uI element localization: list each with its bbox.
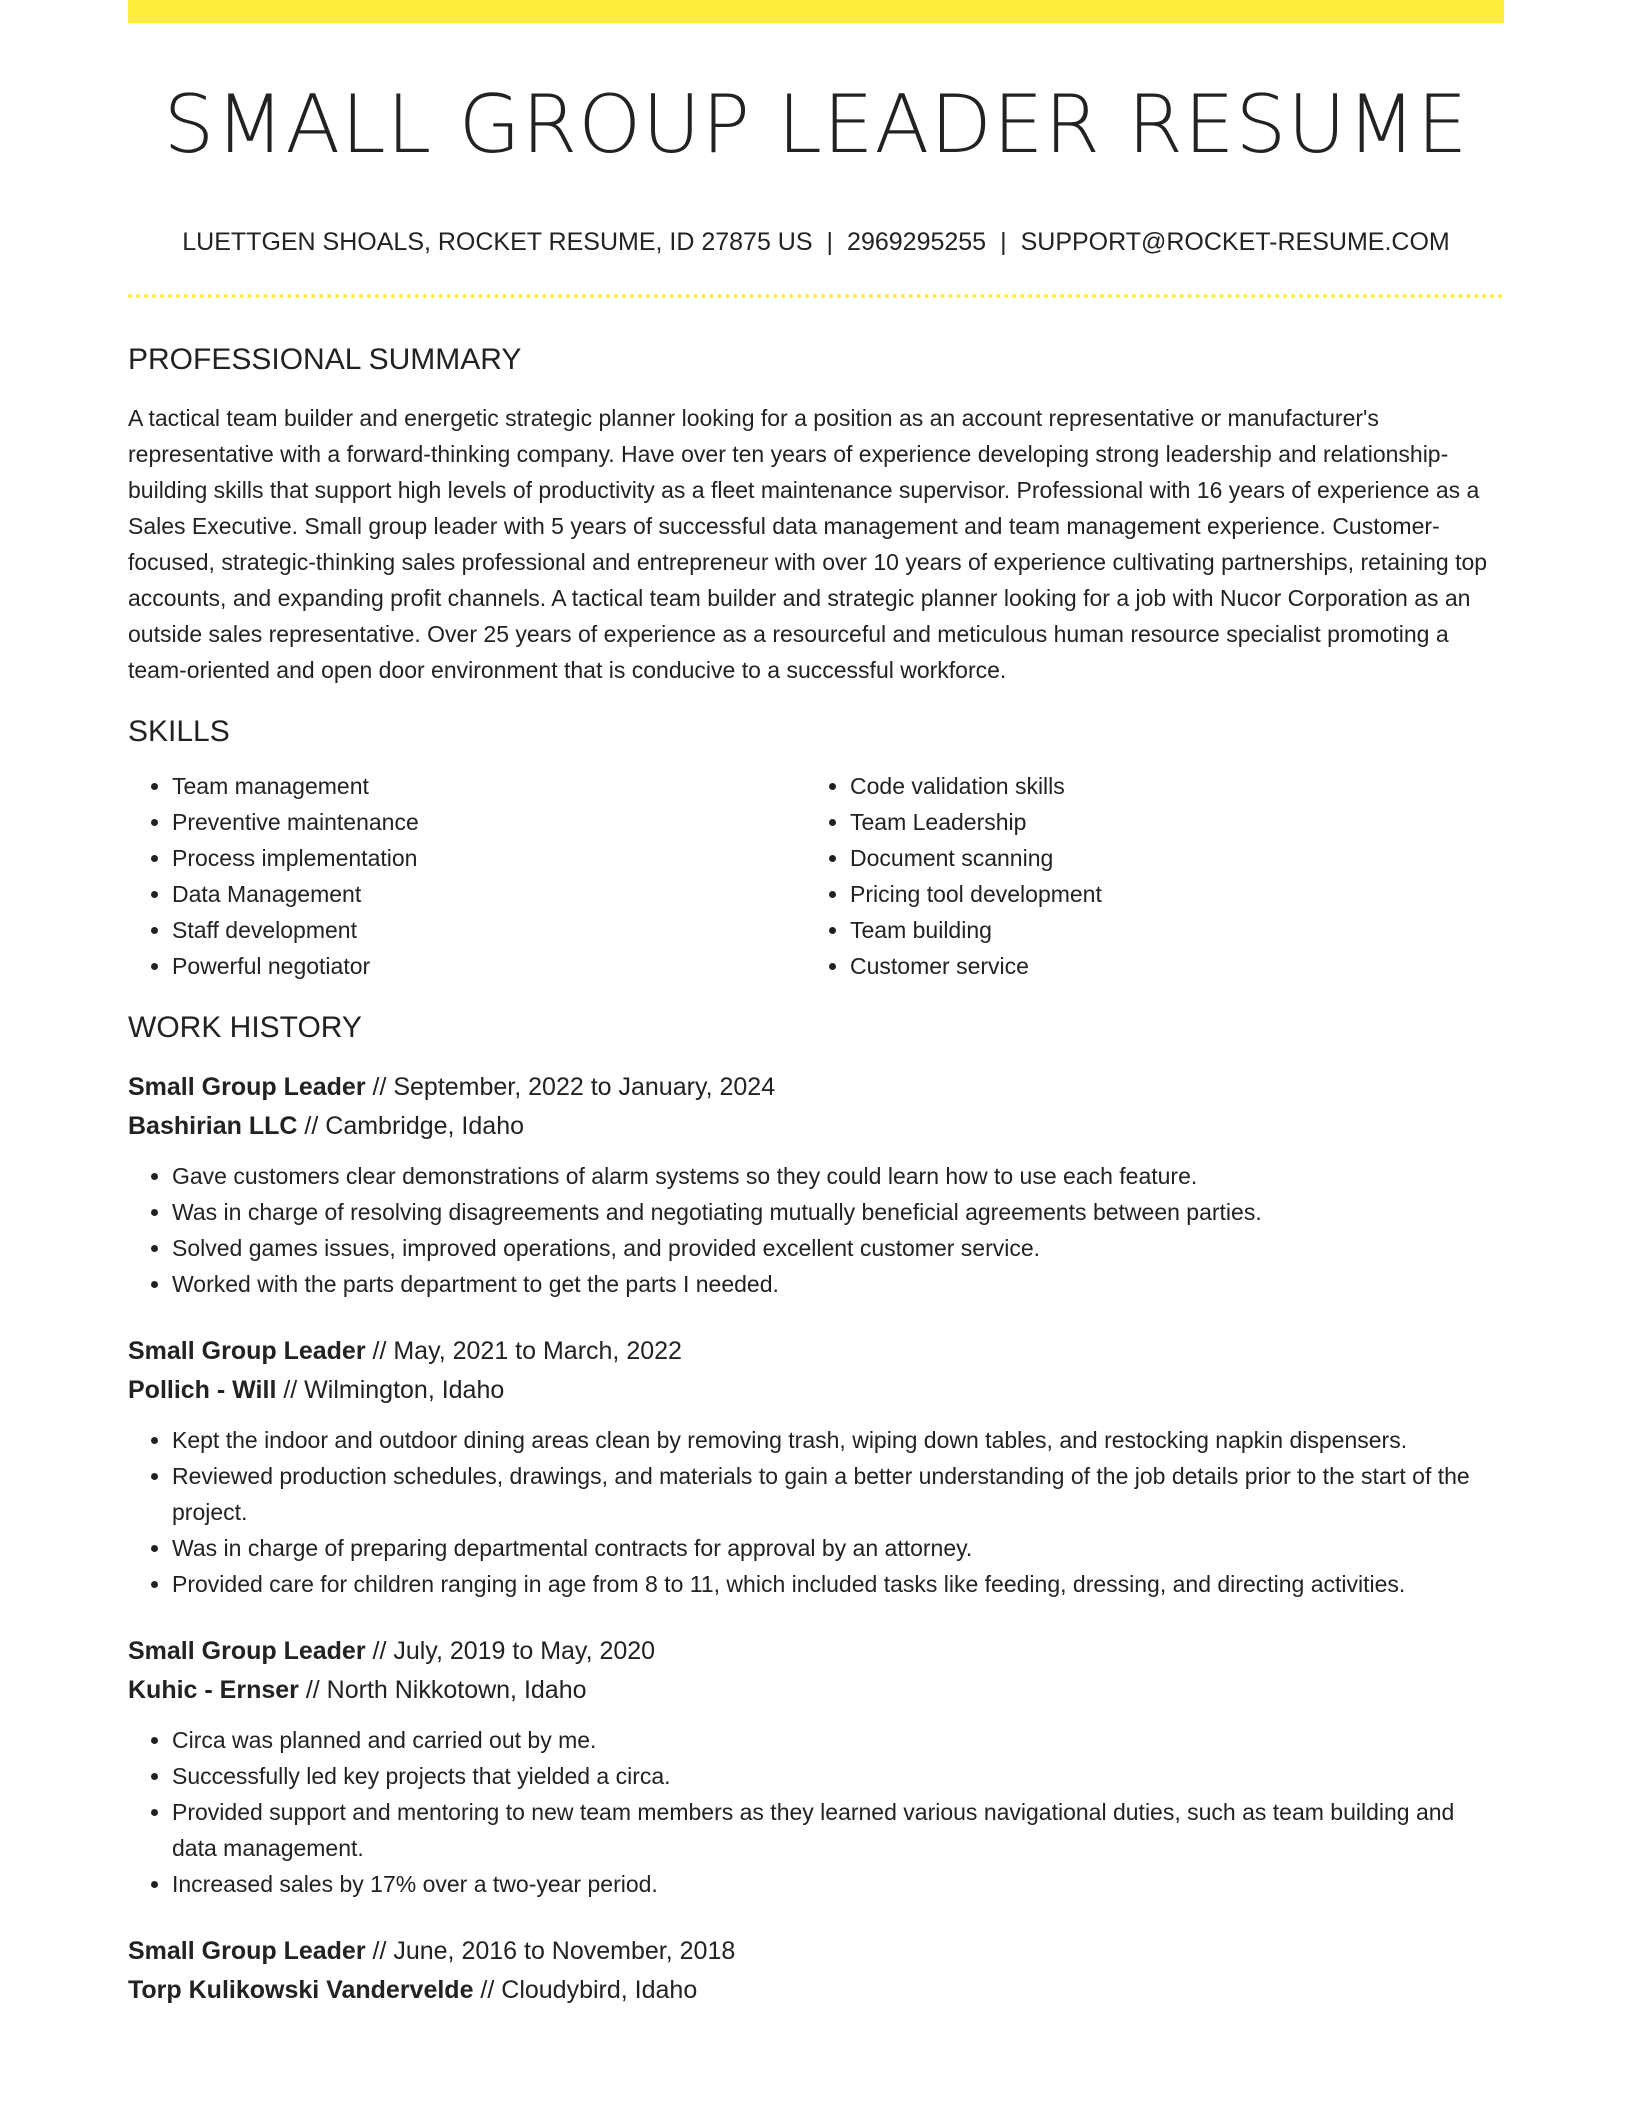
resume-page — [128, 0, 1504, 2010]
job-dates: // May, 2021 to March, 2022 — [365, 1337, 682, 1365]
contact-separator: | — [826, 228, 834, 256]
skill-item: • Powerful negotiator — [172, 948, 806, 984]
job-company-line — [128, 1371, 1504, 1410]
job-location: // North Nikkotown, Idaho — [298, 1676, 587, 1704]
job-title: Small Group Leader — [128, 1637, 366, 1665]
job-entry — [128, 1068, 1504, 1302]
job-bullets — [128, 1422, 1504, 1602]
skills-heading: SKILLS — [128, 715, 230, 748]
job-bullets — [128, 1722, 1504, 1902]
job-company: Pollich - Will — [128, 1376, 277, 1404]
job-bullet: • Circa was planned and carried out by me. — [172, 1722, 1504, 1758]
job-company: Bashirian LLC — [128, 1112, 298, 1140]
job-dates: // July, 2019 to May, 2020 — [365, 1637, 656, 1665]
job-bullet: • Gave customers clear demonstrations of alarm systems so they could learn how to use each feature. — [172, 1158, 1504, 1194]
job-company-line — [128, 1971, 1504, 2010]
job-title: Small Group Leader — [128, 1073, 366, 1101]
job-bullet: • Was in charge of preparing departmental contracts for approval by an attorney. — [172, 1530, 1504, 1566]
skill-item: • Document scanning — [850, 840, 1484, 876]
job-company: Torp Kulikowski Vandervelde — [128, 1976, 474, 2004]
contact-address: LUETTGEN SHOALS, ROCKET RESUME, ID 27875 US — [182, 228, 813, 256]
job-bullet: • Increased sales by 17% over a two-year period. — [172, 1866, 1504, 1902]
skill-item: • Staff development — [172, 912, 806, 948]
job-bullets — [128, 1158, 1504, 1302]
skill-item: • Code validation skills — [850, 768, 1484, 804]
job-bullet: • Kept the indoor and outdoor dining areas clean by removing trash, wiping down tables, and restocking napkin dispensers. — [172, 1422, 1504, 1458]
job-bullet: • Was in charge of resolving disagreements and negotiating mutually beneficial agreements between parties. — [172, 1194, 1504, 1230]
skill-item: • Process implementation — [172, 840, 806, 876]
summary-text: A tactical team builder and energetic strategic planner looking for a position as an account representative or manufacturer's representative with a forward-thinking company. Have over ten years of experience developing strong leadership and relationship-building skills that support high levels of productivity as a fleet maintenance supervisor. Professional with 16 years of experience as a Sales Executive. Small group leader with 5 years of successful data management and team management experience. Customer-focused, strategic-thinking sales professional and entrepreneur with over 10 years of experience cultivating partnerships, retaining top accounts, and expanding profit channels. A tactical team builder and strategic planner looking for a job with Nucor Corporation as an outside sales representative. Over 25 years of experience as a resourceful and meticulous human resource specialist promoting a team-oriented and open door environment that is conducive to a successful workforce. — [128, 405, 1488, 683]
job-company: Kuhic - Ernser — [128, 1676, 299, 1704]
skill-item: • Data Management — [172, 876, 806, 912]
skills-column-left — [128, 768, 806, 984]
job-entry — [128, 1632, 1504, 1902]
skills-column-right — [806, 768, 1484, 984]
contact-email: SUPPORT@ROCKET-RESUME.COM — [1020, 228, 1450, 256]
job-location: // Wilmington, Idaho — [276, 1376, 505, 1404]
job-title: Small Group Leader — [128, 1937, 366, 1965]
job-title-line — [128, 1068, 1504, 1107]
job-title-line — [128, 1332, 1504, 1371]
job-dates: // September, 2022 to January, 2024 — [365, 1073, 776, 1101]
contact-separator: | — [1000, 228, 1007, 256]
job-location: // Cloudybird, Idaho — [473, 1976, 698, 2004]
job-title-line — [128, 1632, 1504, 1671]
job-entry — [128, 1932, 1504, 2010]
job-bullet: • Reviewed production schedules, drawings, and materials to gain a better understanding of the job details prior to the start of the project. — [172, 1458, 1504, 1530]
skills-list — [128, 768, 1504, 984]
job-company-line — [128, 1107, 1504, 1146]
skill-item: • Customer service — [850, 948, 1484, 984]
job-bullet: • Successfully led key projects that yielded a circa. — [172, 1758, 1504, 1794]
job-bullet: • Solved games issues, improved operations, and provided excellent customer service. — [172, 1230, 1504, 1266]
skill-item: • Preventive maintenance — [172, 804, 806, 840]
job-dates: // June, 2016 to November, 2018 — [365, 1937, 736, 1965]
accent-top-bar — [128, 0, 1504, 23]
job-bullet: • Worked with the parts department to get the parts I needed. — [172, 1266, 1504, 1302]
job-title-line — [128, 1932, 1504, 1971]
skill-item: • Team Leadership — [850, 804, 1484, 840]
job-bullet: • Provided support and mentoring to new team members as they learned various navigational duties, such as team building and data management. — [172, 1794, 1504, 1866]
job-bullet: • Provided care for children ranging in age from 8 to 11, which included tasks like feeding, dressing, and directing activities. — [172, 1566, 1504, 1602]
job-entry — [128, 1332, 1504, 1602]
skill-item: • Pricing tool development — [850, 876, 1484, 912]
job-title: Small Group Leader — [128, 1337, 366, 1365]
contact-line — [128, 227, 1504, 257]
page-title: SMALL GROUP LEADER RESUME — [163, 78, 1469, 171]
job-location: // Cambridge, Idaho — [297, 1112, 524, 1140]
work-history-heading: WORK HISTORY — [128, 1011, 362, 1044]
dotted-divider — [128, 294, 1504, 298]
job-company-line — [128, 1671, 1504, 1710]
skill-item: • Team building — [850, 912, 1484, 948]
contact-phone: 2969295255 — [847, 228, 987, 256]
summary-heading: PROFESSIONAL SUMMARY — [128, 343, 522, 376]
skill-item: • Team management — [172, 768, 806, 804]
